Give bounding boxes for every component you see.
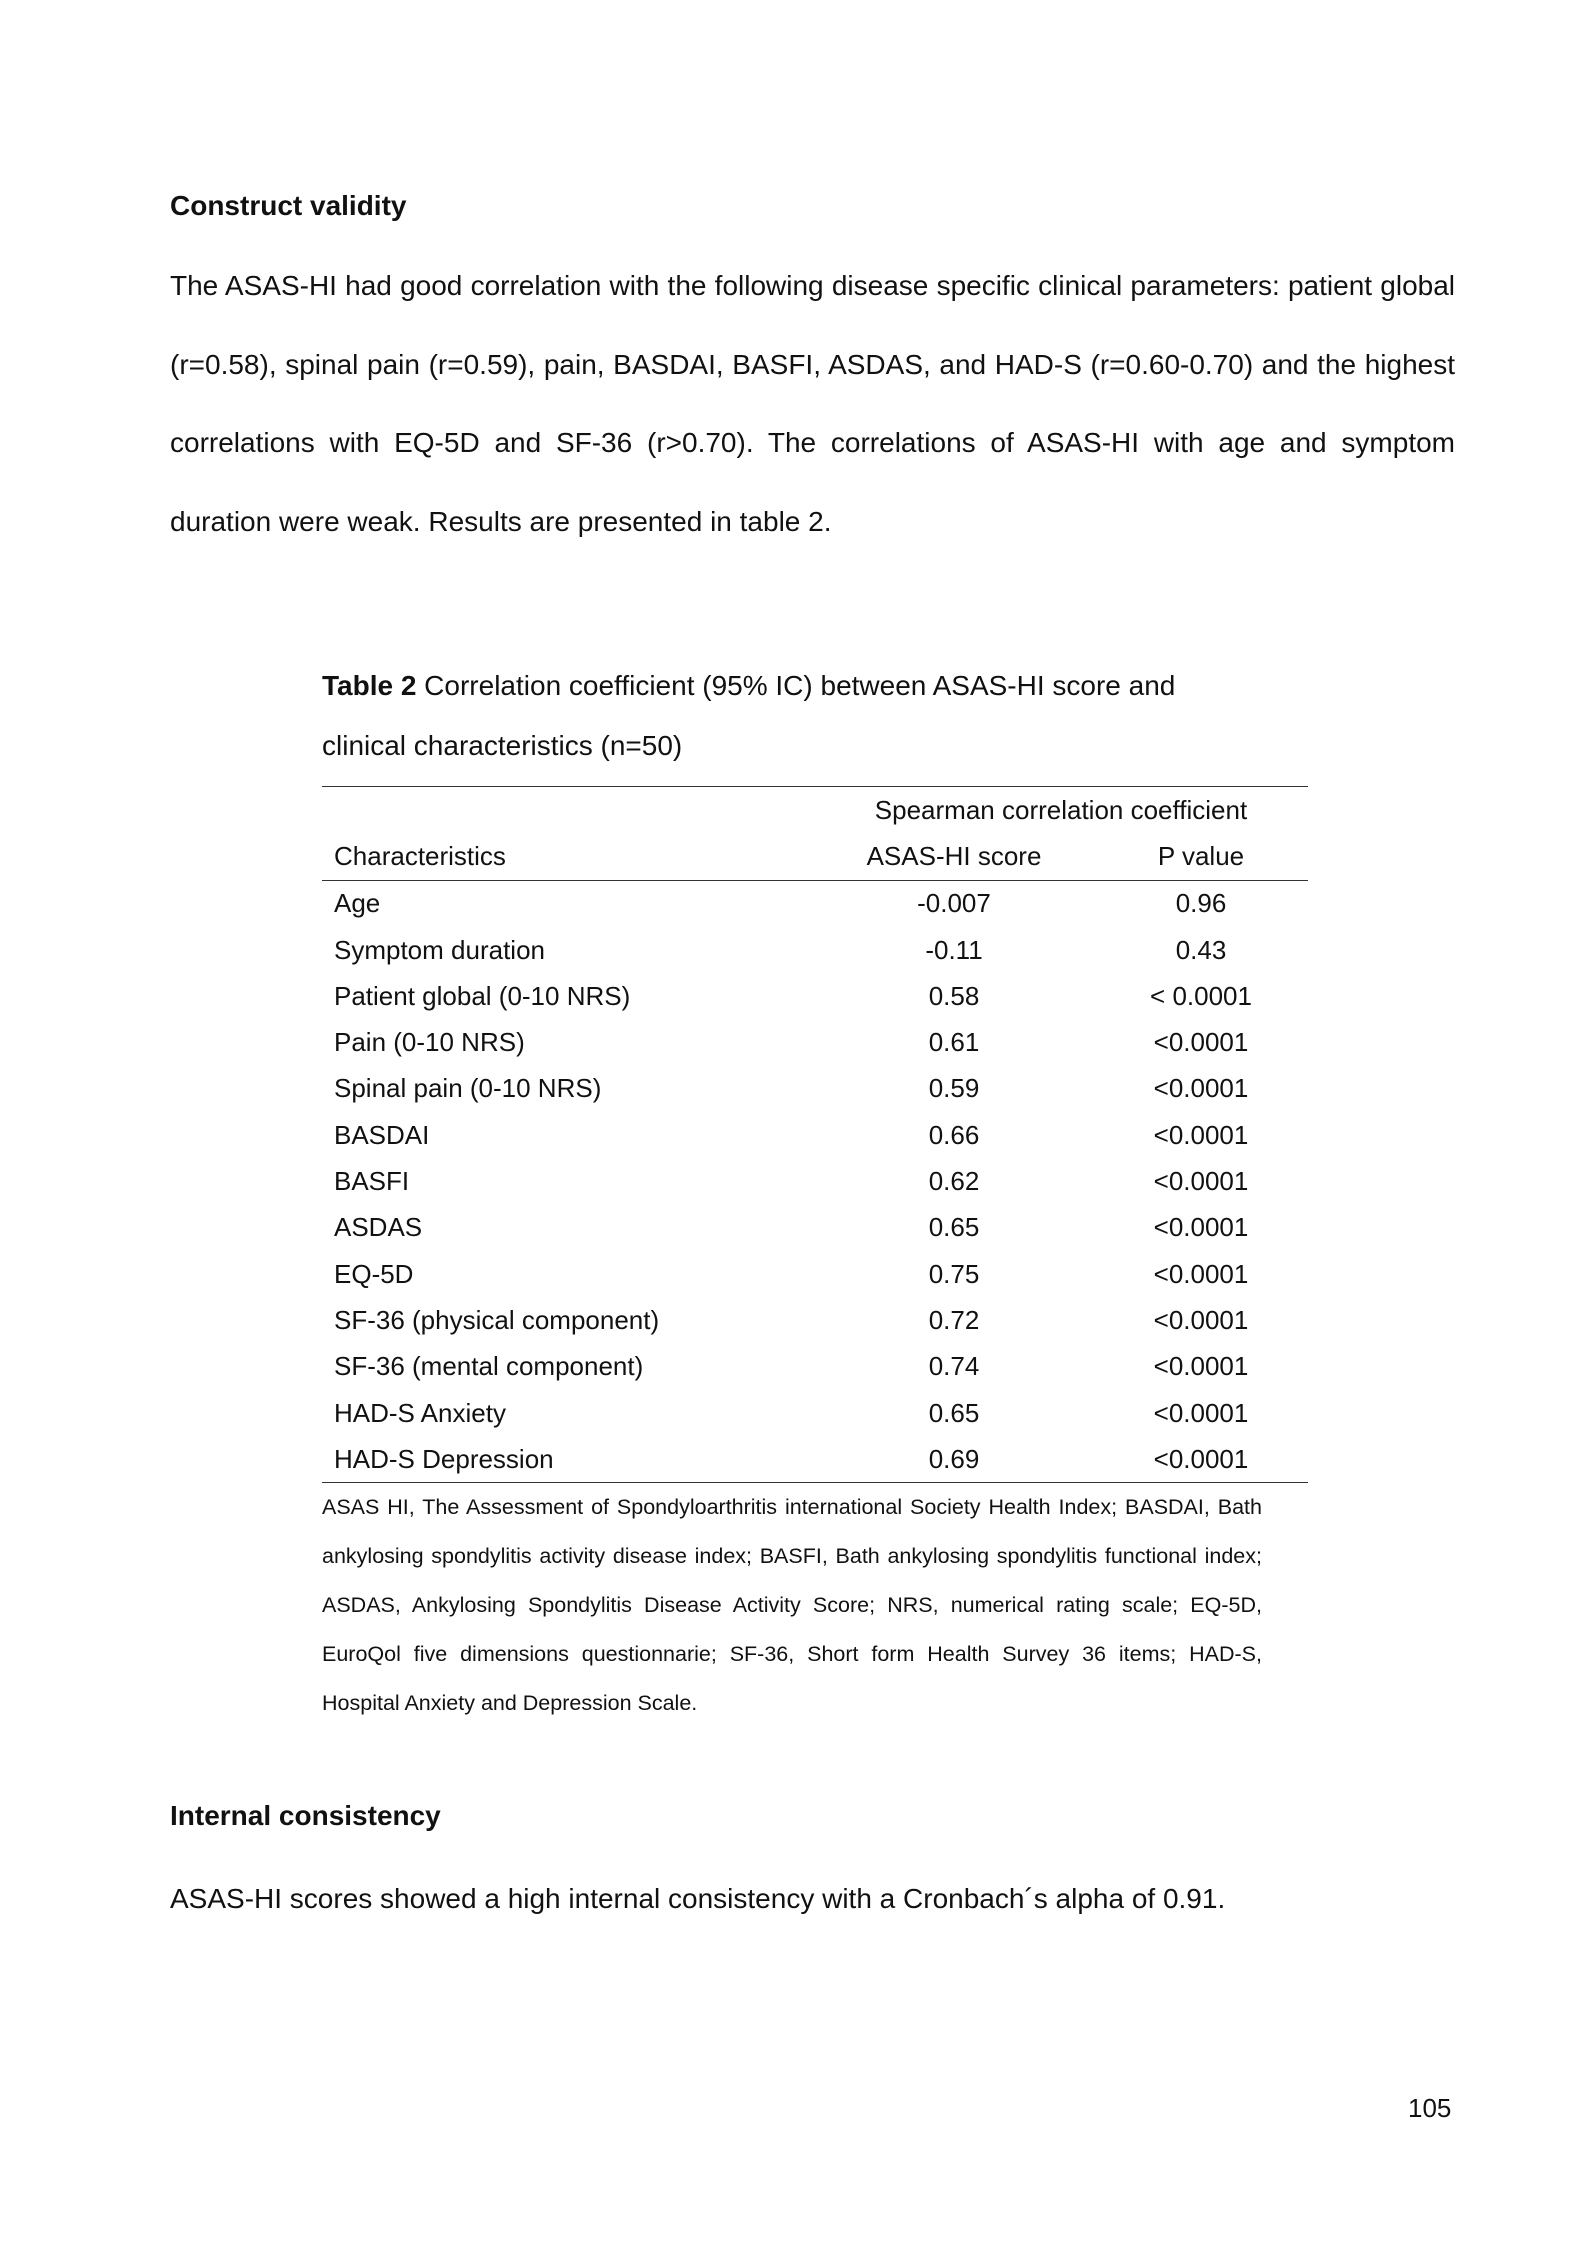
page-number: 105 [1408, 2093, 1452, 2123]
table-row [322, 1158, 1308, 1204]
cell-asas-hi-score: 0.61 [928, 1027, 980, 1058]
cell-p-value: <0.0001 [1153, 1119, 1249, 1150]
cell-asas-hi-score: 0.58 [928, 980, 980, 1011]
cell-characteristic: Age [334, 888, 381, 919]
cell-asas-hi-score: 0.65 [928, 1397, 980, 1428]
cell-characteristic: Spinal pain (0-10 NRS) [334, 1073, 602, 1104]
table-2-container [322, 656, 1308, 1728]
cell-characteristic: HAD-S Depression [322, 1436, 814, 1483]
correlation-table [322, 786, 1308, 1483]
cell-p-value: <0.0001 [1153, 1258, 1249, 1289]
cell-asas-hi-score: -0.11 [925, 934, 983, 965]
table-row [322, 1112, 1308, 1158]
cell-asas-hi-score: 0.72 [928, 1304, 980, 1335]
header-characteristics: Characteristics [322, 833, 814, 880]
cell-p-value: <0.0001 [1153, 1397, 1249, 1428]
section-heading-internal-consistency: Internal consistency [170, 1800, 441, 1831]
header-spearman-group: Spearman correlation coefficient [814, 787, 1308, 834]
cell-characteristic: Pain (0-10 NRS) [334, 1027, 525, 1058]
paragraph-internal-consistency: ASAS-HI scores showed a high internal consistency with a Cronbach´s alpha of 0.91. [170, 1883, 1226, 1914]
header-asas-hi-score: ASAS-HI score [814, 833, 1094, 880]
cell-p-value: <0.0001 [1153, 1304, 1249, 1335]
cell-characteristic: BASDAI [334, 1119, 430, 1150]
cell-asas-hi-score: 0.74 [928, 1351, 980, 1382]
table-footnote: ASAS HI, The Assessment of Spondyloarthritis international Society Health Index; BASDAI, Bath ankylosing spondylitis activity disease index; BASFI, Bath ankylosing spondylitis functional index; ASDAS, Ankylosing Spondylitis Disease Activity Score; NRS, numerical rating scale; EQ-5D, EuroQol five dimensions questionnarie; SF-36, Short form Health Survey 36 items; HAD-S, Hospital Anxiety and Depression Scale. [322, 1495, 1262, 1716]
cell-asas-hi-score: 0.65 [928, 1212, 980, 1243]
cell-p-value: <0.0001 [1153, 1351, 1249, 1382]
cell-asas-hi-score: 0.59 [928, 1073, 980, 1104]
cell-asas-hi-score: 0.75 [928, 1258, 980, 1289]
cell-asas-hi-score: 0.66 [928, 1119, 980, 1150]
section-heading-construct-validity: Construct validity [170, 190, 407, 221]
table-header-row [322, 833, 1308, 880]
cell-characteristic: SF-36 (mental component) [334, 1351, 644, 1382]
cell-characteristic: EQ-5D [334, 1258, 414, 1289]
table-caption [322, 656, 1222, 776]
cell-p-value: <0.0001 [1153, 1212, 1249, 1243]
cell-p-value: <0.0001 [1094, 1436, 1308, 1483]
table-row [322, 1251, 1308, 1297]
cell-asas-hi-score: 0.62 [928, 1166, 980, 1197]
table-row [322, 927, 1308, 973]
cell-p-value: <0.0001 [1153, 1166, 1249, 1197]
cell-asas-hi-score: -0.007 [917, 888, 991, 919]
cell-p-value: <0.0001 [1153, 1073, 1249, 1104]
table-caption-label: Table 2 [322, 670, 417, 701]
cell-p-value: <0.0001 [1153, 1027, 1249, 1058]
header-p-value: P value [1094, 833, 1308, 880]
table-row [322, 1436, 1308, 1483]
cell-characteristic: SF-36 (physical component) [334, 1304, 660, 1335]
cell-characteristic: BASFI [334, 1166, 410, 1197]
paragraph-construct-validity: The ASAS-HI had good correlation with the following disease specific clinical parameters: patient global (r=0.58), spinal pain (r=0.59), pain, BASDAI, BASFI, ASDAS, and HAD-S (r=0.60-0.70) and the highest correlations with EQ-5D and SF-36 (r>0.70). The correlations of ASAS-HI with age and symptom duration were weak. Results are presented in table 2. [170, 270, 1455, 537]
table-header-group-row [322, 787, 1308, 834]
cell-characteristic: HAD-S Anxiety [334, 1397, 506, 1428]
table-body [322, 880, 1308, 1483]
cell-characteristic: Symptom duration [334, 934, 545, 965]
table-row [322, 880, 1308, 927]
table-row [322, 1019, 1308, 1065]
cell-characteristic: Patient global (0-10 NRS) [334, 980, 631, 1011]
cell-characteristic: ASDAS [334, 1212, 423, 1243]
table-row [322, 973, 1308, 1019]
table-caption-text: Correlation coefficient (95% IC) between ASAS-HI score and clinical characteristics (n=50) [322, 670, 1176, 761]
cell-p-value: < 0.0001 [1150, 980, 1252, 1011]
table-row [322, 1205, 1308, 1251]
table-row [322, 1390, 1308, 1436]
cell-p-value: 0.43 [1175, 934, 1227, 965]
table-row [322, 1066, 1308, 1112]
cell-p-value: 0.96 [1175, 888, 1227, 919]
table-row [322, 1297, 1308, 1343]
table-row [322, 1344, 1308, 1390]
cell-asas-hi-score: 0.69 [814, 1436, 1094, 1483]
